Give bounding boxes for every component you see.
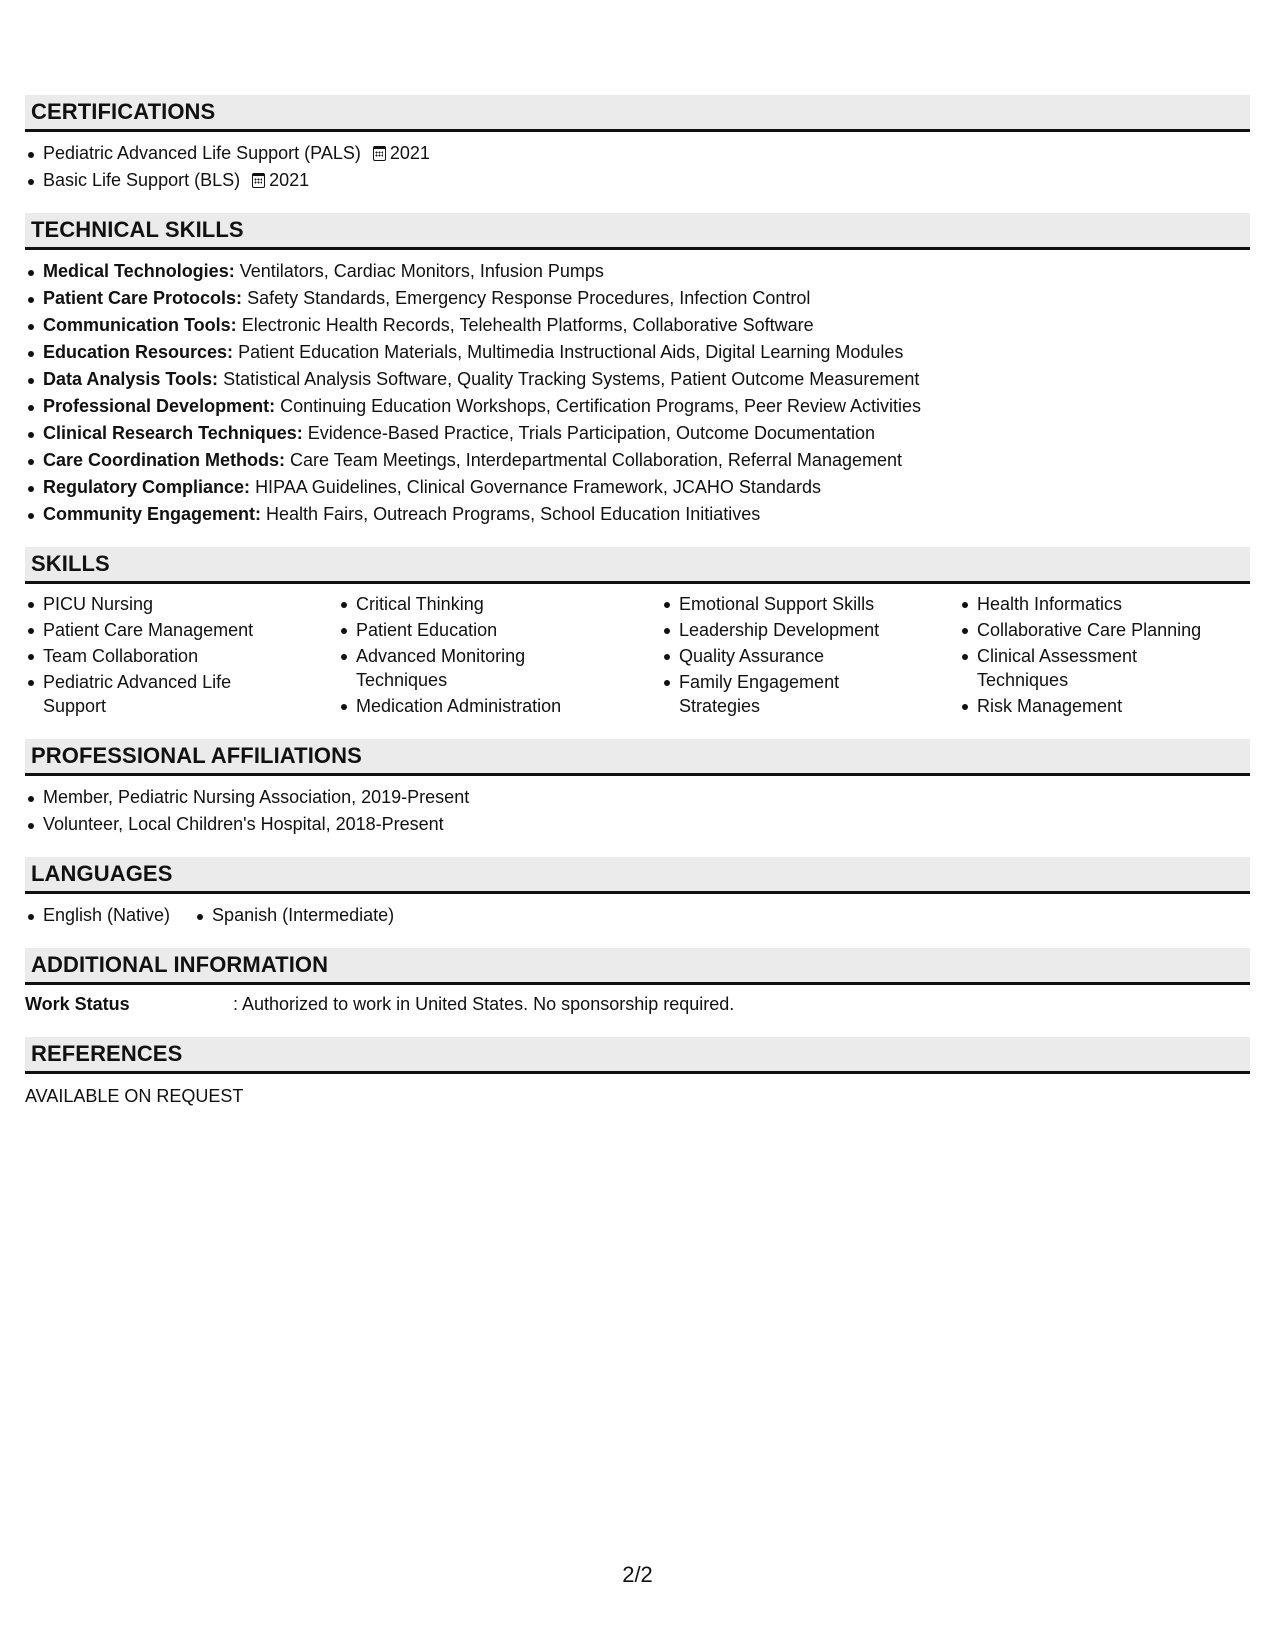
list-item	[25, 420, 1250, 447]
skill-category: Communication Tools:	[43, 315, 237, 335]
skill-category: Medical Technologies:	[43, 261, 235, 281]
section-title: TECHNICAL SKILLS	[25, 213, 1250, 250]
references-text: AVAILABLE ON REQUEST	[25, 1086, 244, 1106]
skill-values: Safety Standards, Emergency Response Procedures, Infection Control	[247, 288, 811, 308]
list-item: Collaborative Care Planning	[959, 618, 1250, 642]
section-title: SKILLS	[25, 547, 1250, 584]
list-item	[25, 501, 1250, 528]
list-item	[25, 366, 1250, 393]
skill-values: Ventilators, Cardiac Monitors, Infusion Pumps	[239, 261, 604, 281]
skill-values: Care Team Meetings, Interdepartmental Collaboration, Referral Management	[290, 450, 902, 470]
work-status-label: Work Status	[25, 994, 130, 1014]
affiliations-section	[25, 739, 1250, 838]
certification-year: 2021	[389, 143, 430, 163]
certifications-section	[25, 95, 1250, 194]
calendar-icon	[373, 146, 386, 161]
skill-values: HIPAA Guidelines, Clinical Governance Framework, JCAHO Standards	[255, 477, 821, 497]
skills-section	[25, 547, 1250, 720]
list-item	[25, 258, 1250, 285]
list-item	[25, 167, 1250, 194]
certifications-list	[25, 140, 1250, 194]
skill-category: Care Coordination Methods:	[43, 450, 285, 470]
list-item	[25, 140, 1250, 167]
calendar-icon	[252, 173, 265, 188]
certification-name: Basic Life Support (BLS)	[43, 170, 241, 190]
resume-page	[25, 95, 1250, 1129]
skill-values: Statistical Analysis Software, Quality Tracking Systems, Patient Outcome Measurement	[223, 369, 920, 389]
list-item: Team Collaboration	[25, 644, 338, 668]
list-item: Patient Care Management	[25, 618, 338, 642]
list-item: PICU Nursing	[25, 592, 338, 616]
list-item: Health Informatics	[959, 592, 1250, 616]
work-status-value: : Authorized to work in United States. No sponsorship required.	[233, 994, 735, 1014]
section-title: REFERENCES	[25, 1037, 1250, 1074]
list-item	[25, 447, 1250, 474]
skill-values: Evidence-Based Practice, Trials Participation, Outcome Documentation	[307, 423, 876, 443]
languages-list	[25, 902, 1250, 929]
list-item: Leadership Development	[661, 618, 959, 642]
list-item: Risk Management	[959, 694, 1250, 718]
skill-category: Regulatory Compliance:	[43, 477, 251, 497]
skill-category: Education Resources:	[43, 342, 234, 362]
skills-column	[338, 592, 661, 720]
skill-category: Community Engagement:	[43, 504, 262, 524]
skills-column	[661, 592, 959, 720]
skill-category: Professional Development:	[43, 396, 276, 416]
skill-category: Data Analysis Tools:	[43, 369, 219, 389]
list-item: Clinical Assessment Techniques	[959, 644, 1157, 692]
section-title: LANGUAGES	[25, 857, 1250, 894]
skill-values: Continuing Education Workshops, Certification Programs, Peer Review Activities	[280, 396, 922, 416]
section-title: CERTIFICATIONS	[25, 95, 1250, 132]
list-item: Family Engagement Strategies	[661, 670, 859, 718]
skill-category: Patient Care Protocols:	[43, 288, 243, 308]
section-title: ADDITIONAL INFORMATION	[25, 948, 1250, 985]
list-item: English (Native)	[25, 902, 170, 929]
additional-information-section	[25, 948, 1250, 1018]
list-item: Quality Assurance	[661, 644, 959, 668]
work-status-row	[25, 991, 1250, 1018]
technical-skills-section	[25, 213, 1250, 528]
list-item: Patient Education	[338, 618, 661, 642]
page-number: 2/2	[622, 1562, 653, 1587]
list-item	[25, 393, 1250, 420]
skill-values: Health Fairs, Outreach Programs, School Education Initiatives	[266, 504, 761, 524]
skill-values: Electronic Health Records, Telehealth Platforms, Collaborative Software	[241, 315, 814, 335]
technical-skills-list	[25, 258, 1250, 528]
list-item: Advanced Monitoring Techniques	[338, 644, 536, 692]
list-item	[25, 339, 1250, 366]
list-item: Emotional Support Skills	[661, 592, 959, 616]
skills-column	[959, 592, 1250, 720]
list-item	[25, 474, 1250, 501]
list-item: Critical Thinking	[338, 592, 661, 616]
skills-grid	[25, 592, 1250, 720]
list-item: Medication Administration	[338, 694, 661, 718]
languages-section	[25, 857, 1250, 929]
section-title: PROFESSIONAL AFFILIATIONS	[25, 739, 1250, 776]
list-item: Spanish (Intermediate)	[194, 902, 394, 929]
list-item	[25, 312, 1250, 339]
list-item: Pediatric Advanced Life Support	[25, 670, 243, 718]
affiliations-list	[25, 784, 1250, 838]
list-item	[25, 285, 1250, 312]
skills-column	[25, 592, 338, 720]
list-item: Volunteer, Local Children's Hospital, 2018-Present	[25, 811, 1250, 838]
skill-category: Clinical Research Techniques:	[43, 423, 303, 443]
skill-values: Patient Education Materials, Multimedia Instructional Aids, Digital Learning Modules	[238, 342, 904, 362]
certification-year: 2021	[269, 170, 310, 190]
certification-name: Pediatric Advanced Life Support (PALS)	[43, 143, 361, 163]
references-section	[25, 1037, 1250, 1110]
list-item: Member, Pediatric Nursing Association, 2019-Present	[25, 784, 1250, 811]
